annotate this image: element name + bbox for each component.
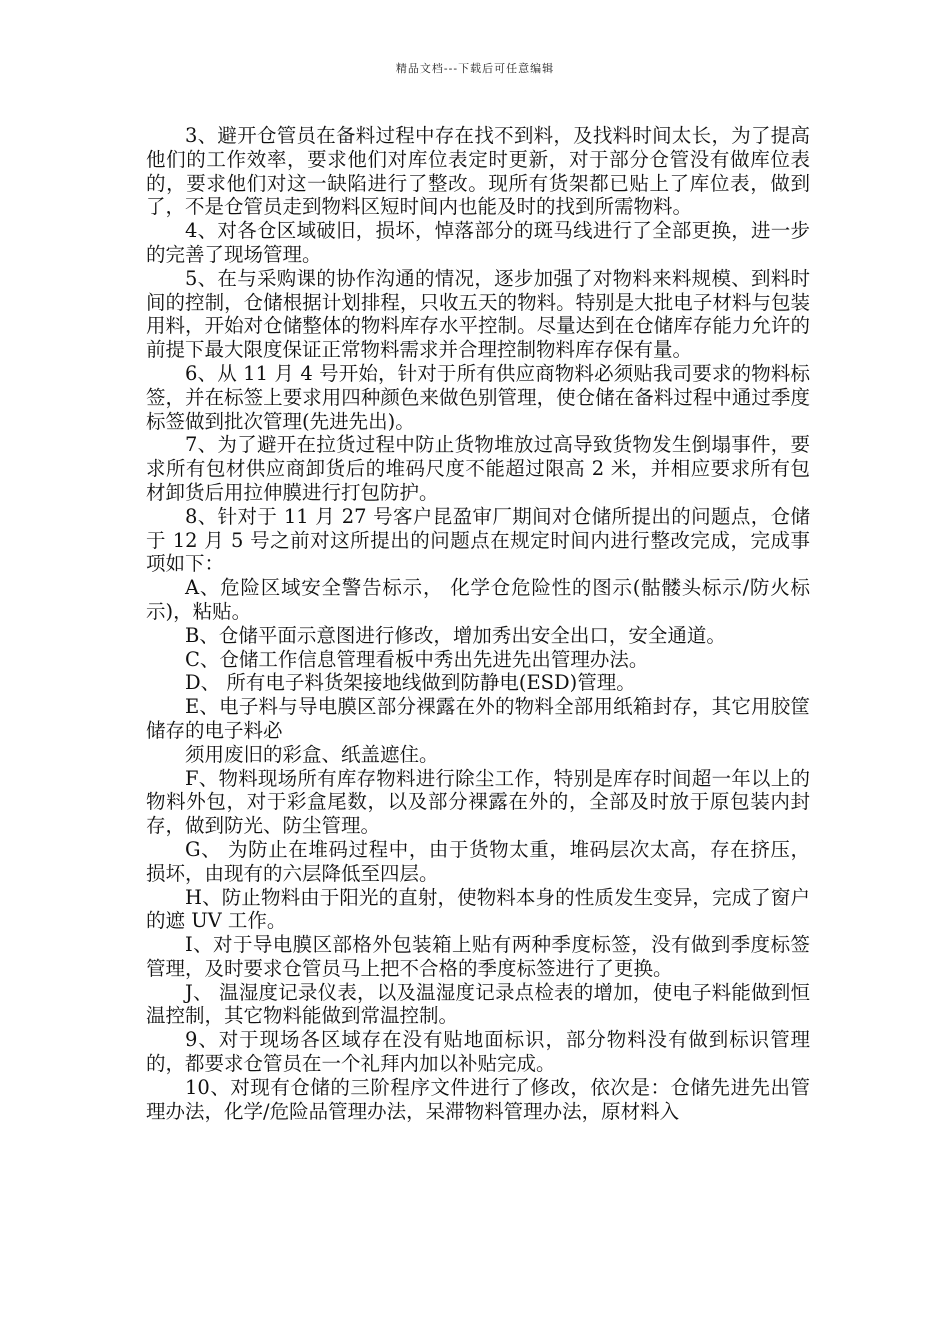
paragraph-7: 7、为了避开在拉货过程中防止货物堆放过高导致货物发生倒塌事件，要求所有包材供应商卸货后的堆码尺度不能超过限高 2 米，并相应要求所有包材卸货后用拉伸膜进行打包防护。 bbox=[146, 433, 810, 504]
paragraph-10: 10、对现有仓储的三阶程序文件进行了修改，依次是：仓储先进先出管理办法，化学/危险品管理办法，呆滞物料管理办法，原材料入 bbox=[146, 1075, 810, 1123]
paragraph-8: 8、针对于 11 月 27 号客户昆盈审厂期间对仓储所提出的问题点，仓储于 12 月 5 号之前对这所提出的问题点在规定时间内进行整改完成，完成事项如下： bbox=[146, 504, 810, 576]
paragraph-9: 9、对于现场各区域存在没有贴地面标识，部分物料没有做到标识管理的，都要求仓管员在一个礼拜内加以补贴完成。 bbox=[146, 1028, 810, 1076]
paragraph-6: 6、从 11 月 4 号开始，针对于所有供应商物料必须贴我司要求的物料标签，并在标签上要求用四种颜色来做色别管理，使仓储在备料过程中通过季度标签做到批次管理(先进先出)。 bbox=[146, 361, 810, 433]
document-body bbox=[146, 124, 810, 1123]
list-item-b: B、仓储平面示意图进行修改，增加秀出安全出口，安全通道。 bbox=[185, 623, 726, 647]
list-item-g: G、 为防止在堆码过程中，由于货物太重，堆码层次太高，存在挤压，损坏，由现有的六层降低至四层。 bbox=[146, 837, 810, 885]
list-item-a: A、危险区域安全警告标示， 化学仓危险性的图示(骷髅头标示/防火标示)，粘贴。 bbox=[146, 576, 810, 623]
list-item-h: H、防止物料由于阳光的直射，使物料本身的性质发生变异，完成了窗户的遮 UV 工作。 bbox=[146, 885, 810, 933]
page-header: 精品文档---下载后可任意编辑 bbox=[395, 62, 555, 75]
list-item-e-continued: 须用废旧的彩盒、纸盖遮住。 bbox=[185, 742, 439, 766]
list-item-f: F、物料现场所有库存物料进行除尘工作，特别是库存时间超一年以上的物料外包，对于彩盒尾数，以及部分裸露在外的，全部及时放于原包装内封存，做到防光、防尘管理。 bbox=[146, 766, 810, 838]
list-item-c: C、仓储工作信息管理看板中秀出先进先出管理办法。 bbox=[185, 647, 649, 671]
paragraph-4: 4、对各仓区域破旧，损坏，悼落部分的斑马线进行了全部更换，进一步的完善了现场管理。 bbox=[146, 219, 810, 266]
list-item-d: D、 所有电子料货架接地线做到防静电(ESD)管理。 bbox=[185, 671, 636, 695]
list-item-i: I、对于导电膜区部格外包装箱上贴有两种季度标签，没有做到季度标签管理，及时要求仓管员马上把不合格的季度标签进行了更换。 bbox=[146, 933, 810, 980]
list-item-j: J、 温湿度记录仪表，以及温湿度记录点检表的增加，使电子料能做到恒温控制，其它物料能做到常温控制。 bbox=[146, 980, 810, 1028]
paragraph-3: 3、避开仓管员在备料过程中存在找不到料，及找料时间太长，为了提高他们的工作效率，要求他们对库位表定时更新，对于部分仓管没有做库位表的，要求他们对这一缺陷进行了整改。现所有货架都已贴上了库位表，做到了，不是仓管员走到物料区短时间内也能及时的找到所需物料。 bbox=[146, 124, 810, 219]
paragraph-5: 5、在与采购课的协作沟通的情况，逐步加强了对物料来料规模、到料时间的控制，仓储根据计划排程，只收五天的物料。特别是大批电子材料与包装用料，开始对仓储整体的物料库存水平控制。尽量达到在仓储库存能力允许的前提下最大限度保证正常物料需求并合理控制物料库存保有量。 bbox=[146, 266, 810, 362]
list-item-e: E、电子料与导电膜区部分裸露在外的物料全部用纸箱封存，其它用胶筐储存的电子料必 bbox=[146, 695, 810, 742]
